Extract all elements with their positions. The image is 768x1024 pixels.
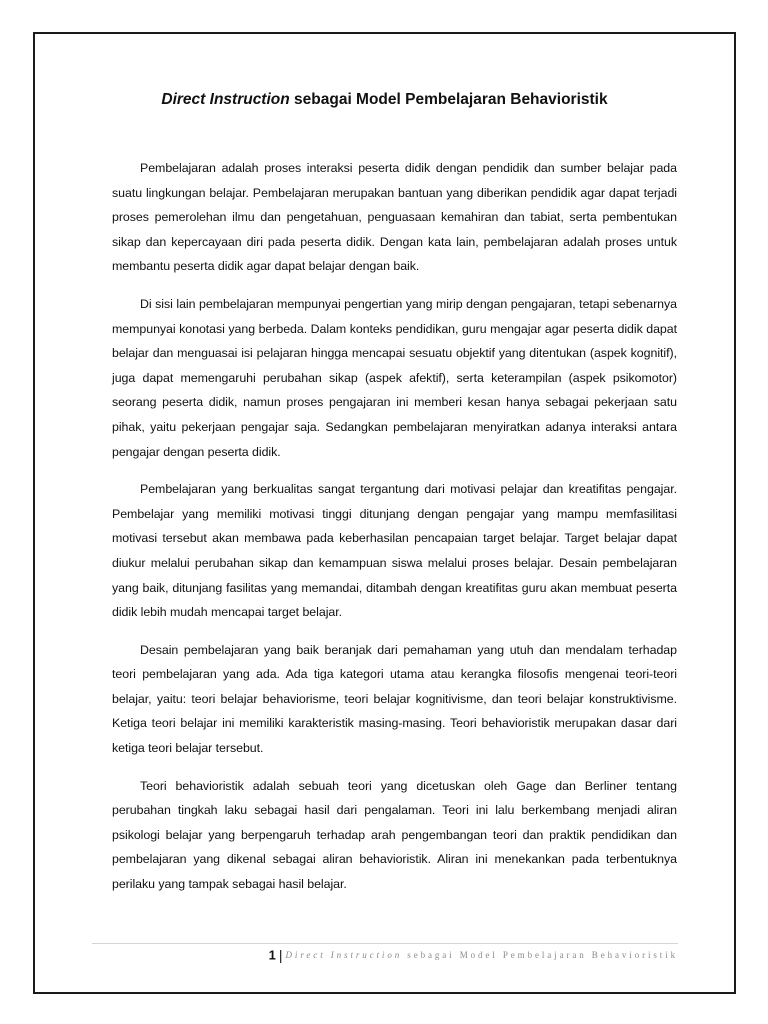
page-footer xyxy=(92,947,678,963)
document-body xyxy=(112,156,677,910)
document-title xyxy=(35,91,734,109)
paragraph-1: Pembelajaran adalah proses interaksi peserta didik dengan pendidik dan sumber belajar pada suatu lingkungan belajar. Pembelajaran merupakan bantuan yang diberikan pendidik agar dapat terjadi proses pemerolehan ilmu dan pengetahuan, penguasaan kemahiran dan tabiat, serta pembentukan sikap dan kepercayaan diri pada peserta didik. Dengan kata lain, pembelajaran adalah proses untuk membantu peserta didik agar dapat belajar dengan baik. xyxy=(112,161,677,274)
running-title-italic: Direct Instruction xyxy=(285,950,403,960)
document-title-italic: Direct Instruction xyxy=(161,91,290,108)
document-page xyxy=(33,32,736,994)
page-number: 1 xyxy=(268,947,276,963)
footer-divider xyxy=(92,943,678,944)
paragraph-4: Desain pembelajaran yang baik beranjak dari pemahaman yang utuh dan mendalam terhadap teori pembelajaran yang ada. Ada tiga kategori utama atau kerangka filosofis mengenai teori-teori belajar, yaitu: teori belajar behaviorisme, teori belajar kognitivisme, dan teori belajar konstruktivisme. Ketiga teori belajar ini memiliki karakteristik masing-masing. Teori behavioristik merupakan dasar dari ketiga teori belajar tersebut. xyxy=(112,642,677,756)
document-title-rest: sebagai Model Pembelajaran Behavioristik xyxy=(289,91,608,108)
footer-separator: | xyxy=(278,947,283,963)
paragraph-3: Pembelajaran yang berkualitas sangat tergantung dari motivasi pelajar dan kreatifitas pengajar. Pembelajar yang memiliki motivasi tinggi ditunjang dengan pengajar yang mampu memfasilitasi motivasi tersebut akan membawa pada keberhasilan pencapaian target belajar. Target belajar dapat diukur melalui perubahan sikap dan kemampuan siswa melalui proses belajar. Desain pembelajaran yang baik, ditunjang fasilitas yang memandai, ditambah dengan kreatifitas guru akan membuat peserta didik lebih mudah mencapai target belajar. xyxy=(112,482,677,620)
paragraph-5: Teori behavioristik adalah sebuah teori yang dicetuskan oleh Gage dan Berliner tentang perubahan tingkah laku sebagai hasil dari pengalaman. Teori ini lalu berkembang menjadi aliran psikologi belajar yang berpengaruh terhadap arah pengembangan teori dan praktik pendidikan dan pembelajaran yang dikenal sebagai aliran behavioristik. Aliran ini menekankan pada terbentuknya perilaku yang tampak sebagai hasil belajar. xyxy=(112,778,677,892)
paragraph-2: Di sisi lain pembelajaran mempunyai pengertian yang mirip dengan pengajaran, tetapi sebenarnya mempunyai konotasi yang berbeda. Dalam konteks pendidikan, guru mengajar agar peserta didik dapat belajar dan menguasai isi pelajaran hingga mencapai sesuatu objektif yang ditentukan (aspek kognitif), juga dapat memengaruhi perubahan sikap (aspek afektif), serta keterampilan (aspek psikomotor) seorang peserta didik, namun proses pengajaran ini memberi kesan hanya sebagai pekerjaan satu pihak, yaitu pekerjaan pengajar saja. Sedangkan pembelajaran menyiratkan adanya interaksi antara pengajar dengan peserta didik. xyxy=(112,296,677,459)
running-title-rest: sebagai Model Pembelajaran Behavioristik xyxy=(402,950,678,960)
